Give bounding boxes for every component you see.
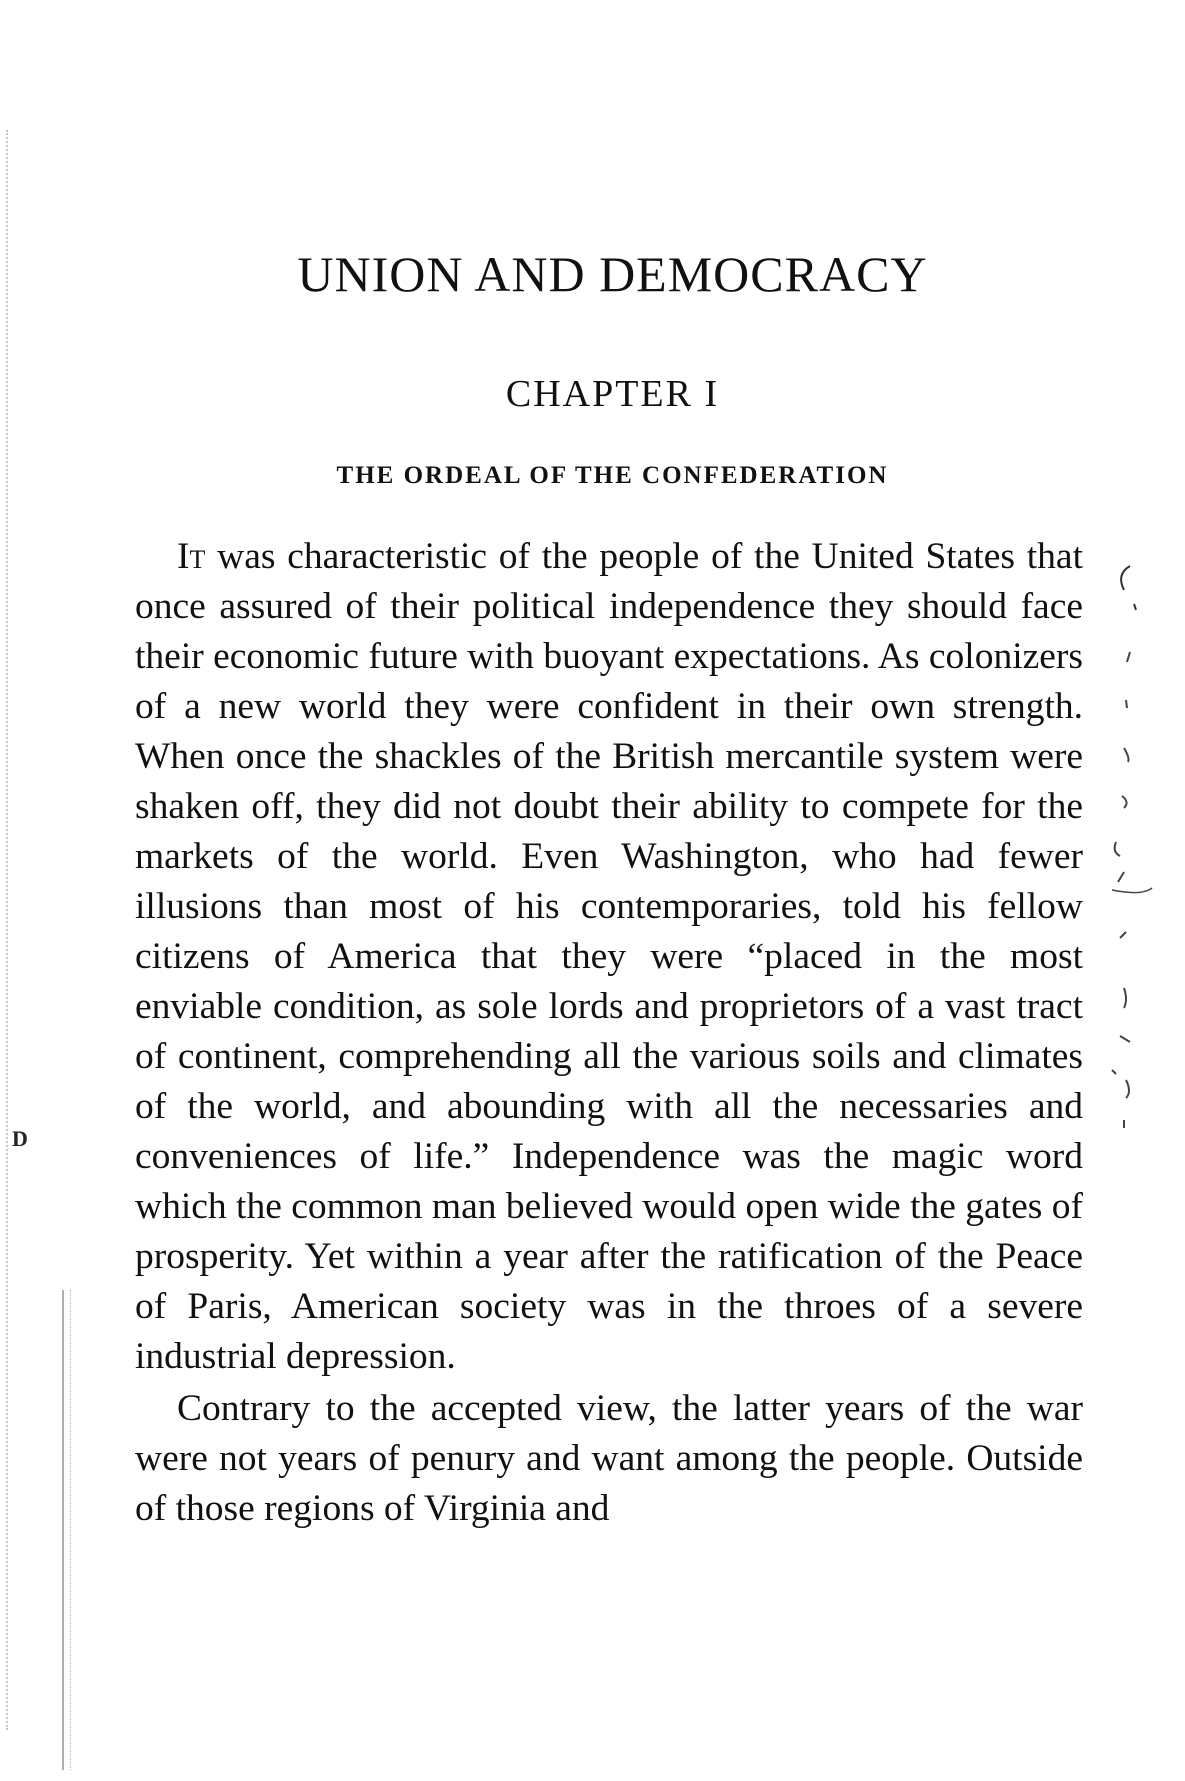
right-margin-scan-artifact [1110,560,1185,1250]
paragraph-1 [135,532,1083,1382]
chapter-body [135,532,1083,1534]
paragraph-text: Contrary to the accepted view, the latter years of the war were not years of penury and want among the people. Outside of those regions of Virginia and [135,1388,1083,1529]
gutter-scan-artifact [6,130,18,1730]
chapter-number: CHAPTER I [505,373,720,415]
margin-mark: D [12,1126,28,1151]
binding-edge-dots [70,1290,71,1770]
paragraph-text: was characteristic of the people of the United States that once assured of their political independence they should face their economic future with buoyant expectations. As colonizers of a new world they were confident in their own strength. When once the shackles of the British mercantile system were shaken off, they did not doubt their ability to compete for the markets of the world. Even Washington, who had fewer illusions than most of his contemporaries, told his fellow citizens of America that they were “placed in the most enviable condition, as sole lords and proprietors of a vast tract of continent, comprehending all the various soils and climates of the world, and abounding with all the necessaries and conveniences of life.” Independence was the magic word which the common man believed would open wide the gates of prosperity. Yet within a year after the ratification of the Peace of Paris, American society was in the throes of a severe industrial depression. [135,536,1083,1377]
paragraph-lead-word: It [177,536,206,577]
chapter-title: THE ORDEAL OF THE CONFEDERATION [336,462,889,489]
book-title: UNION AND DEMOCRACY [297,246,928,302]
paragraph-2 [135,1384,1083,1534]
binding-edge-line [62,1290,64,1770]
